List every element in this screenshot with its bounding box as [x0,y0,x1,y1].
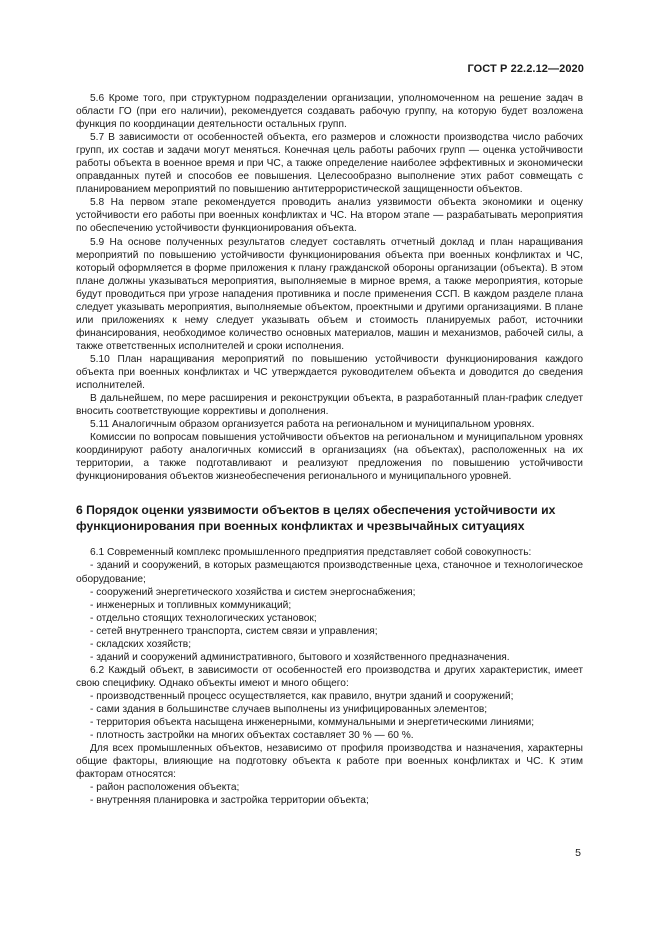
list-item: - район расположения объекта; [90,782,240,794]
paragraph-5-7: 5.7 В зависимости от особенностей объекта, его размеров и сложности производства число рабочих групп, их состав и задачи могут меняться. Конечная цель работы рабочих групп — оценка устойчивости работы объекта в военное время и при ЧС, а также определение наиболее эффективных и экономически оправданных путей и способов ее повышения. Целесообразно выполнение этих работ совмещать с планированием мероприятий по повышению антитеррористической защищенности объектов. [76,132,583,196]
list-item: - зданий и сооружений, в которых размещаются производственные цеха, станочное и технологическое оборудование; [76,560,583,585]
list-item: - складских хозяйств; [90,638,192,650]
list-item: - сооружений энергетического хозяйства и систем энергоснабжения; [90,586,416,598]
list-item: - территория объекта насыщена инженерными, коммунальными и энергетическими линиями; [90,717,535,729]
paragraph-6-1: 6.1 Современный комплекс промышленного предприятия представляет собой совокупность: [90,547,532,559]
list-item: - плотность застройки на многих объектах составляет 30 % — 60 %. [90,730,414,742]
paragraph-5-11: 5.11 Аналогичным образом организуется работа на региональном и муниципальном уровнях. [90,419,535,431]
paragraph-5-10: 5.10 План наращивания мероприятий по повышению устойчивости функционирования каждого объекта при военных конфликтах и ЧС утверждается руководителем объекта и доводится до сведения исполнителей. [76,353,583,392]
list-item: - зданий и сооружений административного, бытового и хозяйственного предназначения. [90,651,510,663]
list-item: - сетей внутреннего транспорта, систем связи и управления; [90,625,378,637]
list-item: - производственный процесс осуществляется, как правило, внутри зданий и сооружений; [90,690,514,702]
list-item: - внутренняя планировка и застройка территории объекта; [90,795,369,807]
paragraph-5-9: 5.9 На основе полученных результатов следует составлять отчетный доклад и план наращивания мероприятий по повышению устойчивости функционирования объекта при военных конфликтах и ЧС, который оформляется в форме приложения к плану гражданской обороны организации (объекта). В этом плане должны указываться мероприятия, выполняемые в мирное время, а также мероприятия, которые будут проводиться при угрозе нападения противника и после применения ССП. В каждом разделе плана следует указывать мероприятия, выполняемые объектом, проектными и другими организациями. В плане или приложениях к нему следует указывать объем и стоимость планируемых работ, источники финансирования, необходимое количество основных материалов, машин и механизмов, рабочей силы, а также ответственных исполнителей и сроки исполнения. [76,236,583,352]
document-header: ГОСТ Р 22.2.12—2020 [467,63,584,75]
page-number: 5 [575,847,581,859]
paragraph-5-8: 5.8 На первом этапе рекомендуется проводить анализ уязвимости объекта экономики и оценку устойчивости его работы при военных конфликтах и ЧС. На втором этапе — разрабатывать мероприятия по обеспечению устойчивости функционирования объекта. [76,197,583,235]
section-6-heading: 6 Порядок оценки уязвимости объектов в целях обеспечения устойчивости их функционирования при военных конфликтах и чрезвычайных ситуациях [76,503,556,533]
list-item: - инженерных и топливных коммуникаций; [90,599,292,611]
paragraph-5-10-note: В дальнейшем, по мере расширения и реконструкции объекта, в разработанный план-график следует вносить соответствующие коррективы и дополнения. [76,393,583,418]
paragraph-5-6: 5.6 Кроме того, при структурном подразделении организации, уполномоченном на решение задач в области ГО (при его наличии), рекомендуется создавать рабочую группу, на которую будет возложена функция по координации деятельности остальных групп. [76,93,583,131]
document-body [76,92,583,807]
paragraph-common-factors: Для всех промышленных объектов, независимо от профиля производства и назначения, характерны общие факторы, влияющие на подготовку объекта к работе при военных конфликтах и ЧС. К этим факторам относятся: [76,743,583,781]
list-item: - отдельно стоящих технологических установок; [90,612,317,624]
list-item: - сами здания в большинстве случаев выполнены из унифицированных элементов; [90,703,488,715]
paragraph-6-2: 6.2 Каждый объект, в зависимости от особенностей его производства и других характеристик, имеет свою специфику. Однако объекты имеют и много общего: [76,664,583,689]
paragraph-5-11-commissions: Комиссии по вопросам повышения устойчивости объектов на региональном и муниципальном уровнях координируют работу аналогичных комиссий в организациях (на объектах), расположенных на их территории, а также подготавливают и реализуют предложения по повышению устойчивости функционирования объектов жизнеобеспечения регионального и муниципального уровней. [76,432,583,483]
